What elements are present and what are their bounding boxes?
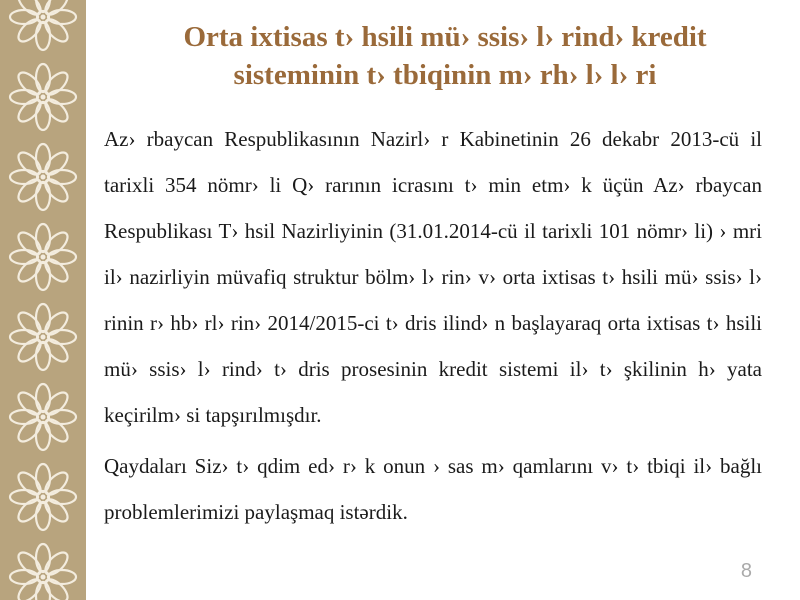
floral-ornament-icon [6, 60, 80, 134]
floral-ornament-icon [6, 540, 80, 600]
floral-ornament-icon [6, 140, 80, 214]
floral-ornament-icon [6, 380, 80, 454]
paragraph-decree: Az› rbaycan Respublikasının Nazirl› r Kabinetinin 26 dekabr 2013-cü il tarixli 354 nömr› li Q› rarının icrasını t› min etm› k üçün Az› rbaycan Respublikası T› hsil Nazirliyinin (31.01.2014-cü il tarixli 101 nömr› li) › mri il› nazirliyin müvafiq struktur bölm› l› rin› v› orta ixtisas t› hsili mü› ssis› l› rinin r› hb› rl› rin› 2014/2015-ci t› dris ilind› n başlayaraq orta ixtisas t› hsili mü› ssis› l› rind› t› dris prosesinin kredit sistemi il› t› şkilinin h› yata keçirilm› si tapşırılmışdır. [104, 127, 762, 427]
floral-ornament-icon [6, 0, 80, 54]
slide-body [104, 116, 762, 540]
paragraph-rules: Qaydaları Siz› t› qdim ed› r› k onun › sas m› qamlarını v› t› tbiqi il› bağlı problemlerimizi paylaşmaq istərdik. [104, 454, 762, 524]
decorative-sidebar [0, 0, 86, 600]
floral-ornament-icon [6, 460, 80, 534]
title-line-1: Orta ixtisas t› hsili mü› ssis› l› rind› kredit [183, 21, 707, 53]
title-line-2: sisteminin t› tbiqinin m› rh› l› l› ri [233, 59, 657, 91]
page-number: 8 [740, 560, 752, 582]
slide-title [100, 18, 790, 94]
floral-ornament-icon [6, 220, 80, 294]
floral-ornament-icon [6, 300, 80, 374]
